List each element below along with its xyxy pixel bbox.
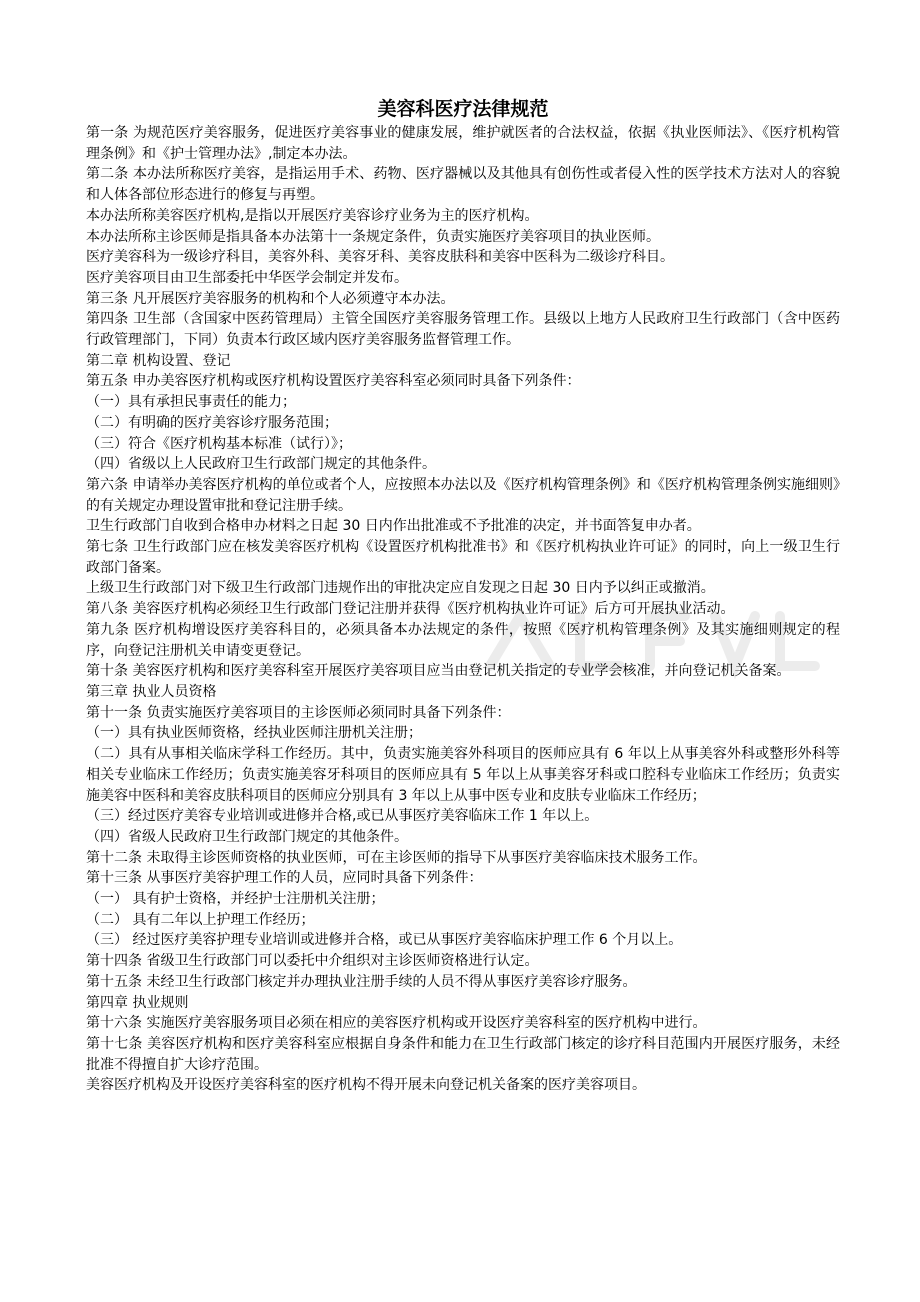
paragraph: 第四章 执业规则 — [86, 994, 189, 1011]
paragraph: （二）有明确的医疗美容诊疗服务范围； — [86, 414, 338, 431]
paragraph: 卫生行政部门自收到合格申办材料之日起 30 日内作出批准或不予批准的决定，并书面答复申办者。 — [86, 518, 701, 535]
paragraph: 第四条 卫生部（含国家中医药管理局）主管全国医疗美容服务管理工作。县级以上地方人民政府卫生行政部门（含中医药行政管理部门，下同）负责本行政区域内医疗美容服务监督管理工作。 — [86, 311, 840, 349]
paragraph: 第十五条 未经卫生行政部门核定并办理执业注册手续的人员不得从事医疗美容诊疗服务。 — [86, 973, 637, 990]
paragraph: 第六条 申请举办美容医疗机构的单位或者个人，应按照本办法以及《医疗机构管理条例》和《医疗机构管理条例实施细则》的有关规定办理设置审批和登记注册手续。 — [86, 476, 840, 514]
paragraph: （二） 具有二年以上护理工作经历； — [86, 911, 315, 928]
paragraph: （四）省级以上人民政府卫生行政部门规定的其他条件。 — [86, 456, 436, 473]
paragraph: 本办法所称主诊医师是指具备本办法第十一条规定条件，负责实施医疗美容项目的执业医师。 — [86, 228, 660, 245]
document-title: 美容科医疗法律规范 — [377, 98, 549, 120]
paragraph-list — [86, 123, 840, 1096]
paragraph: 医疗美容科为一级诊疗科目，美容外科、美容牙科、美容皮肤科和美容中医科为二级诊疗科目。 — [86, 249, 674, 266]
paragraph: （三）经过医疗美容专业培训或进修并合格,或已从事医疗美容临床工作 1 年以上。 — [86, 808, 599, 825]
paragraph: 第三条 凡开展医疗美容服务的机构和个人必须遵守本办法。 — [86, 290, 455, 307]
paragraph: （一）具有承担民事责任的能力； — [86, 394, 296, 411]
paragraph: 第三章 执业人员资格 — [86, 683, 217, 700]
paragraph: （四）省级人民政府卫生行政部门规定的其他条件。 — [86, 828, 408, 845]
paragraph: 第八条 美容医疗机构必须经卫生行政部门登记注册并获得《医疗机构执业许可证》后方可开展执业活动。 — [86, 601, 735, 618]
paragraph: （一）具有执业医师资格，经执业医师注册机关注册； — [86, 725, 422, 742]
paragraph: 上级卫生行政部门对下级卫生行政部门违规作出的审批决定应自发现之日起 30 日内予以纠正或撤消。 — [86, 580, 715, 597]
paragraph: 第七条 卫生行政部门应在核发美容医疗机构《设置医疗机构批准书》和《医疗机构执业许可证》的同时，向上一级卫生行政部门备案。 — [86, 539, 840, 576]
paragraph: 第十四条 省级卫生行政部门可以委托中介组织对主诊医师资格进行认定。 — [86, 953, 539, 970]
paragraph: （一） 具有护士资格，并经护士注册机关注册； — [86, 891, 385, 908]
paragraph: 第五条 申办美容医疗机构或医疗机构设置医疗美容科室必须同时具备下列条件： — [86, 373, 581, 390]
paragraph: 美容医疗机构及开设医疗美容科室的医疗机构不得开展未向登记机关备案的医疗美容项目。 — [86, 1077, 646, 1094]
document-body — [86, 95, 840, 1096]
paragraph: 第二条 本办法所称医疗美容，是指运用手术、药物、医疗器械以及其他具有创伤性或者侵入性的医学技术方法对人的容貌和人体各部位形态进行的修复与再塑。 — [86, 166, 840, 204]
paragraph: 第十条 美容医疗机构和医疗美容科室开展医疗美容项目应当由登记机关指定的专业学会核准，并向登记机关备案。 — [86, 663, 791, 680]
paragraph: 第一条 为规范医疗美容服务，促进医疗美容事业的健康发展，维护就医者的合法权益，依据《执业医师法》、《医疗机构管理条例》和《护士管理办法》,制定本办法。 — [86, 125, 840, 162]
paragraph: 第十七条 美容医疗机构和医疗美容科室应根据自身条件和能力在卫生行政部门核定的诊疗科目范围内开展医疗服务，未经批准不得擅自扩大诊疗范围。 — [86, 1035, 840, 1073]
paragraph: 第十一条 负责实施医疗美容项目的主诊医师必须同时具备下列条件： — [86, 704, 511, 721]
paragraph: 医疗美容项目由卫生部委托中华医学会制定并发布。 — [86, 269, 408, 286]
paragraph: （三） 经过医疗美容护理专业培训或进修并合格，或已从事医疗美容临床护理工作 6 个月以上。 — [86, 932, 683, 949]
paragraph: 本办法所称美容医疗机构,是指以开展医疗美容诊疗业务为主的医疗机构。 — [86, 207, 539, 224]
paragraph: 第十二条 未取得主诊医师资格的执业医师，可在主诊医师的指导下从事医疗美容临床技术服务工作。 — [86, 849, 707, 866]
paragraph: （三）符合《医疗机构基本标准（试行）》； — [86, 435, 352, 452]
paragraph: 第二章 机构设置、登记 — [86, 352, 231, 369]
paragraph: 第九条 医疗机构增设医疗美容科目的，必须具备本办法规定的条件，按照《医疗机构管理条例》及其实施细则规定的程序，向登记注册机关申请变更登记。 — [86, 621, 840, 659]
paragraph: 第十六条 实施医疗美容服务项目必须在相应的美容医疗机构或开设医疗美容科室的医疗机构中进行。 — [86, 1015, 707, 1032]
paragraph: （二）具有从事相关临床学科工作经历。其中，负责实施美容外科项目的医师应具有 6 年以上从事美容外科或整形外科等相关专业临床工作经历；负责实施美容牙科项目的医师应具有 5 年以上从事美容牙科或口腔科专业临床工作经历；负责实施美容中医科和美容皮肤科项目的医师应分别具有 3 年以上从事中医专业和皮肤专业临床工作经历； — [86, 746, 840, 804]
paragraph: 第十三条 从事医疗美容护理工作的人员，应同时具备下列条件： — [86, 870, 483, 887]
